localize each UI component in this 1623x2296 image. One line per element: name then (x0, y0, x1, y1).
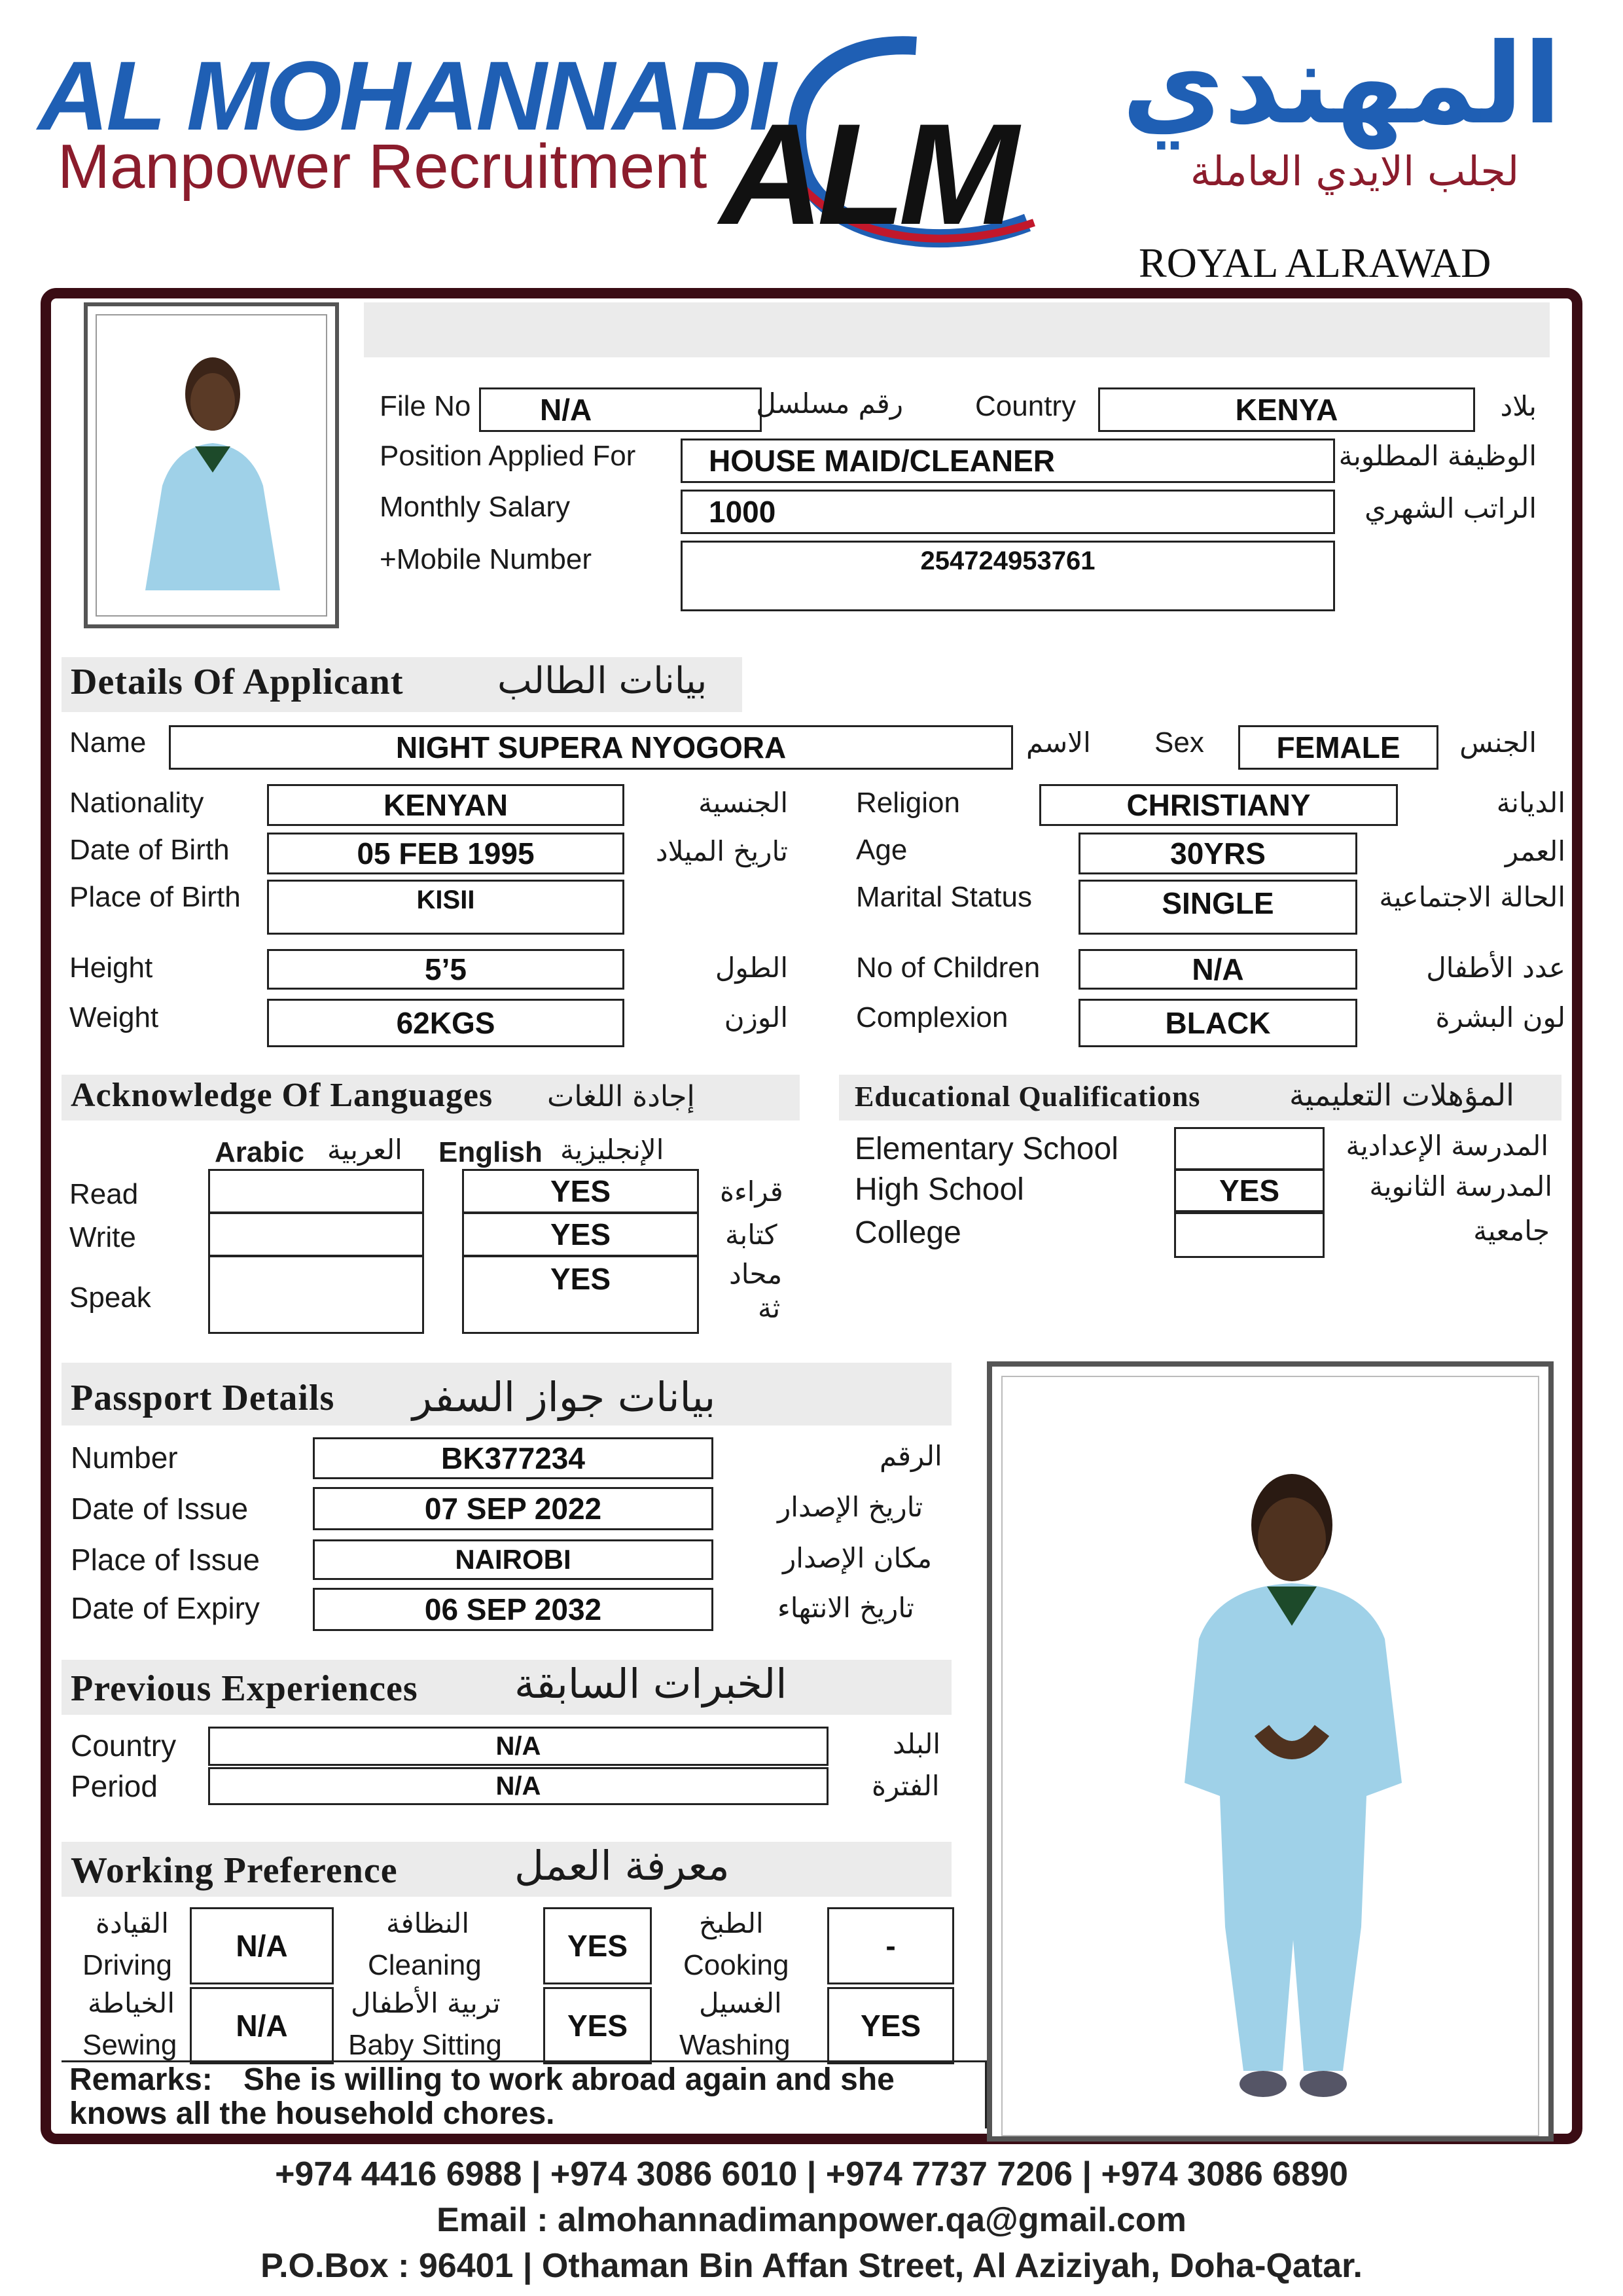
sex-label-ar: الجنس (1459, 726, 1537, 759)
complexion-field[interactable]: BLACK (1079, 999, 1357, 1047)
working-title-ar: معرفة العمل (514, 1842, 730, 1890)
issue-date-label: Date of Issue (71, 1492, 249, 1526)
weight-label-ar: الوزن (724, 1001, 788, 1033)
experience-title: Previous Experiences (71, 1668, 418, 1709)
country-field[interactable]: KENYA (1098, 387, 1475, 432)
weight-label: Weight (69, 1001, 159, 1033)
working-title: Working Preference (71, 1850, 398, 1891)
exp-period-field[interactable]: N/A (208, 1767, 829, 1805)
portrait-photo (84, 302, 339, 628)
alm-logo (720, 26, 1060, 262)
passport-number-label-ar: الرقم (880, 1440, 942, 1472)
write-label: Write (69, 1221, 136, 1253)
portrait-image (97, 315, 327, 617)
washing-label-ar: الغسيل (699, 1987, 782, 2019)
position-label: Position Applied For (380, 440, 636, 472)
read-label: Read (69, 1178, 139, 1210)
full-body-image (1003, 1377, 1539, 2136)
children-label-ar: عدد الأطفال (1426, 952, 1565, 984)
passport-title: Passport Details (71, 1378, 335, 1418)
issue-date-label-ar: تاريخ الإصدار (777, 1491, 923, 1523)
position-field[interactable]: HOUSE MAID/CLEANER (681, 439, 1335, 483)
dob-label: Date of Birth (69, 834, 230, 866)
religion-label-ar: الديانة (1496, 787, 1565, 819)
complexion-label: Complexion (856, 1001, 1008, 1033)
height-field[interactable]: 5’5 (267, 949, 624, 990)
age-label: Age (856, 834, 908, 866)
education-title: Educational Qualifications (855, 1081, 1201, 1113)
babysitting-label: Baby Sitting (348, 2029, 502, 2061)
position-label-ar: الوظيفة المطلوبة (1338, 440, 1537, 472)
name-label: Name (69, 726, 147, 759)
high-school-label: High School (855, 1172, 1024, 1207)
speak-arabic-field[interactable] (208, 1255, 424, 1334)
college-label-ar: جامعية (1473, 1215, 1550, 1247)
height-label: Height (69, 952, 153, 984)
exp-period-label-ar: الفترة (872, 1770, 940, 1802)
sex-label: Sex (1154, 726, 1204, 759)
babysitting-field[interactable]: YES (543, 1987, 652, 2064)
high-school-field[interactable]: YES (1174, 1169, 1325, 1212)
religion-field[interactable]: CHRISTIANY (1039, 784, 1398, 826)
sewing-label-ar: الخياطة (88, 1987, 175, 2019)
issue-place-label-ar: مكان الإصدار (783, 1542, 932, 1574)
driving-field[interactable]: N/A (190, 1907, 334, 1984)
college-label: College (855, 1215, 961, 1250)
driving-label: Driving (82, 1949, 172, 1981)
nationality-label-ar: الجنسية (698, 787, 788, 819)
cleaning-field[interactable]: YES (543, 1907, 652, 1984)
issue-place-field[interactable]: NAIROBI (313, 1539, 713, 1580)
elementary-field[interactable] (1174, 1127, 1325, 1170)
dob-field[interactable]: 05 FEB 1995 (267, 833, 624, 874)
read-english-field[interactable]: YES (462, 1169, 699, 1213)
children-field[interactable]: N/A (1079, 949, 1357, 990)
age-field[interactable]: 30YRS (1079, 833, 1357, 874)
exp-period-label: Period (71, 1769, 158, 1803)
marital-label: Marital Status (856, 881, 1032, 913)
arabic-col-label: Arabic (215, 1136, 304, 1168)
arabic-col-label-ar: العربية (327, 1134, 402, 1166)
cleaning-label-ar: النظافة (386, 1907, 469, 1939)
remarks-label: Remarks: (69, 2062, 213, 2097)
passport-title-ar: بيانات جواز السفر (412, 1373, 716, 1421)
remarks-line-1: She is willing to work abroad again and she (243, 2062, 895, 2097)
name-label-ar: الاسم (1026, 726, 1091, 759)
pob-label: Place of Birth (69, 881, 241, 913)
languages-title-ar: إجادة اللغات (547, 1080, 695, 1113)
weight-field[interactable]: 62KGS (267, 999, 624, 1047)
cooking-label: Cooking (683, 1949, 789, 1981)
elementary-label-ar: المدرسة الإعدادية (1346, 1130, 1548, 1162)
height-label-ar: الطول (715, 952, 788, 984)
mobile-label: +Mobile Number (380, 543, 592, 575)
complexion-label-ar: لون البشرة (1435, 1001, 1565, 1033)
speak-label: Speak (69, 1282, 151, 1314)
full-body-photo (987, 1361, 1554, 2142)
footer-phones: +974 4416 6988 | +974 3086 6010 | +974 7737 7206 | +974 3086 6890 (275, 2155, 1348, 2193)
agency-name: ROYAL ALRAWAD (1139, 240, 1491, 286)
brand-name: AL MOHANNADI (38, 41, 774, 151)
washing-field[interactable]: YES (827, 1987, 954, 2064)
file-no-label: File No (380, 390, 471, 422)
expiry-date-field[interactable]: 06 SEP 2032 (313, 1588, 713, 1631)
passport-number-field[interactable]: BK377234 (313, 1437, 713, 1479)
arabic-subtitle: لجلب الايدي العاملة (1190, 147, 1520, 195)
name-field[interactable]: NIGHT SUPERA NYOGORA (169, 725, 1013, 770)
speak-label-ar-2: ثة (758, 1292, 781, 1324)
file-no-field[interactable]: N/A (479, 387, 762, 432)
arabic-brand: المهندي (1122, 20, 1561, 149)
salary-label: Monthly Salary (380, 491, 571, 523)
write-english-field[interactable]: YES (462, 1212, 699, 1257)
exp-country-field[interactable]: N/A (208, 1727, 829, 1766)
country-label-ar: بلاد (1500, 390, 1537, 422)
age-label-ar: العمر (1505, 835, 1565, 867)
write-arabic-field[interactable] (208, 1212, 424, 1257)
english-col-label-ar: الإنجليزية (560, 1134, 664, 1166)
issue-date-field[interactable]: 07 SEP 2022 (313, 1487, 713, 1530)
expiry-date-label: Date of Expiry (71, 1591, 260, 1625)
salary-label-ar: الراتب الشهري (1364, 492, 1537, 524)
religion-label: Religion (856, 787, 960, 819)
file-no-label-ar: رقم مسلسل (756, 387, 903, 420)
speak-english-field[interactable]: YES (462, 1255, 699, 1334)
sex-field[interactable]: FEMALE (1238, 725, 1438, 770)
college-field[interactable] (1174, 1212, 1325, 1258)
children-label: No of Children (856, 952, 1041, 984)
mobile-field[interactable]: 254724953761 (681, 541, 1335, 611)
nationality-field[interactable]: KENYAN (267, 784, 624, 826)
dob-label-ar: تاريخ الميلاد (655, 835, 788, 867)
marital-label-ar: الحالة الاجتماعية (1379, 881, 1565, 913)
sewing-field[interactable]: N/A (190, 1987, 334, 2064)
exp-country-label-ar: البلد (893, 1728, 941, 1760)
marital-field[interactable]: SINGLE (1079, 880, 1357, 935)
elementary-label: Elementary School (855, 1132, 1118, 1166)
salary-field[interactable]: 1000 (681, 490, 1335, 534)
footer-email[interactable]: Email : almohannadimanpower.qa@gmail.com (437, 2201, 1186, 2239)
high-school-label-ar: المدرسة الثانوية (1369, 1170, 1552, 1202)
nationality-label: Nationality (69, 787, 204, 819)
applicant-title: Details Of Applicant (71, 662, 404, 702)
washing-label: Washing (679, 2029, 791, 2061)
country-label: Country (975, 390, 1077, 422)
english-col-label: English (438, 1136, 543, 1168)
sewing-label: Sewing (82, 2029, 177, 2061)
expiry-date-label-ar: تاريخ الانتهاء (777, 1592, 914, 1624)
experience-title-ar: الخبرات السابقة (514, 1660, 787, 1708)
write-label-ar: كتابة (725, 1219, 777, 1251)
pob-field[interactable]: KISII (267, 880, 624, 935)
top-banner (364, 302, 1550, 357)
languages-title: Acknowledge Of Languages (71, 1077, 493, 1114)
babysitting-label-ar: تربية الأطفال (351, 1987, 501, 2019)
driving-label-ar: القيادة (96, 1907, 169, 1939)
read-label-ar: قراءة (720, 1175, 783, 1208)
passport-number-label: Number (71, 1441, 178, 1475)
logo-text: ALM (720, 94, 1012, 255)
remarks-line-2: knows all the household chores. (69, 2096, 555, 2131)
cooking-label-ar: الطبخ (699, 1907, 764, 1939)
brand-subtitle: Manpower Recruitment (58, 132, 707, 202)
education-title-ar: المؤهلات التعليمية (1289, 1077, 1514, 1113)
cooking-field[interactable]: - (827, 1907, 954, 1984)
exp-country-label: Country (71, 1729, 177, 1763)
read-arabic-field[interactable] (208, 1169, 424, 1213)
applicant-title-ar: بيانات الطالب (497, 660, 707, 702)
cleaning-label: Cleaning (368, 1949, 482, 1981)
issue-place-label: Place of Issue (71, 1543, 260, 1577)
speak-label-ar-1: محاد (729, 1258, 783, 1290)
footer-address: P.O.Box : 96401 | Othaman Bin Affan Street, Al Aziziyah, Doha-Qatar. (260, 2247, 1363, 2285)
